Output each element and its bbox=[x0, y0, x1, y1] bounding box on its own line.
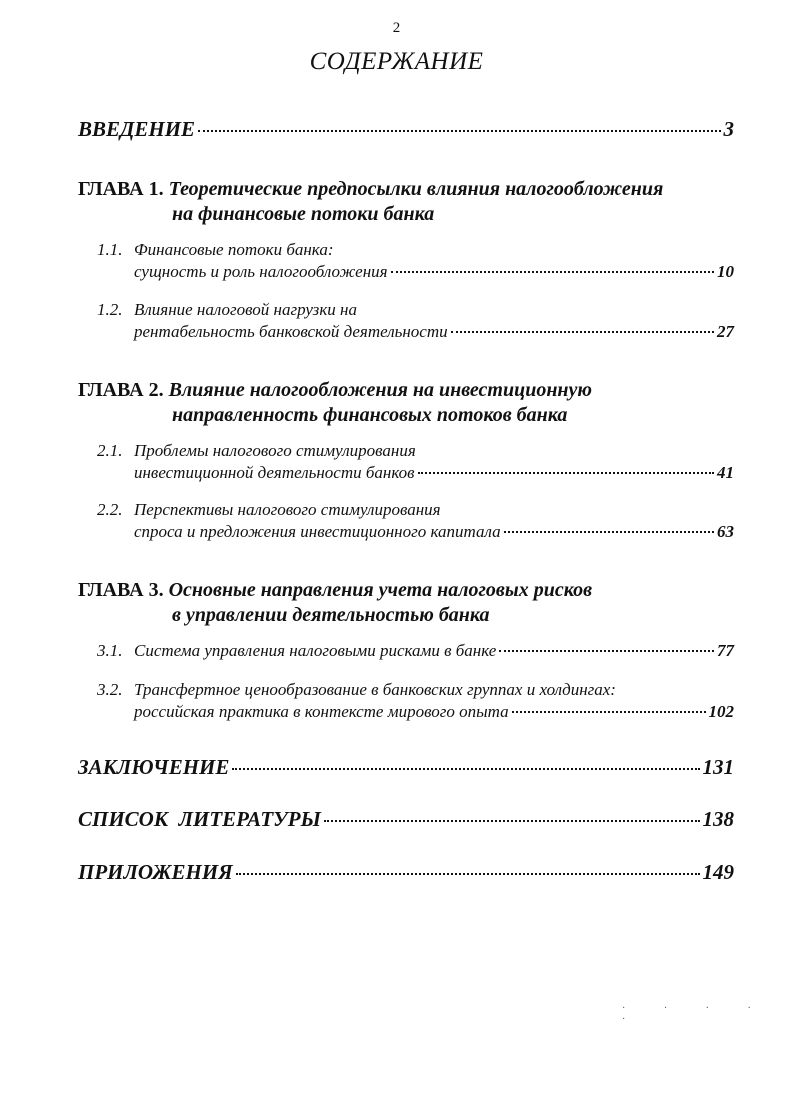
section-number: 3.1. bbox=[97, 641, 123, 660]
chapter-title-line2: направленность финансовых потоков банка bbox=[172, 404, 568, 426]
dot-leader bbox=[451, 331, 714, 333]
section-title-line1: Трансфертное ценообразование в банковских группах и холдингах: bbox=[134, 680, 616, 699]
section-number: 3.2. bbox=[97, 680, 123, 699]
dot-leader bbox=[504, 531, 714, 533]
section-number: 1.2. bbox=[97, 300, 123, 319]
dot-leader bbox=[499, 650, 714, 652]
toc-title: СОДЕРЖАНИЕ bbox=[309, 48, 484, 75]
toc-entry-section-2-2[interactable] bbox=[134, 522, 734, 542]
dot-leader bbox=[232, 768, 699, 770]
toc-page-number: 63 bbox=[717, 522, 734, 541]
toc-page-number: 131 bbox=[702, 755, 734, 779]
section-title-line1: Влияние налоговой нагрузки на bbox=[134, 300, 357, 319]
dot-leader bbox=[324, 820, 700, 822]
scan-specks: · · · · · bbox=[622, 1003, 769, 1025]
toc-entry-section-3-2[interactable] bbox=[134, 702, 734, 722]
page-number: 2 bbox=[392, 20, 401, 36]
section-title: Система управления налоговыми рисками в банке bbox=[134, 641, 497, 660]
chapter-title-line1: Основные направления учета налоговых рисков bbox=[168, 579, 593, 601]
section-title-line2: инвестиционной деятельности банков bbox=[134, 463, 415, 482]
toc-page-number: 27 bbox=[717, 322, 734, 341]
chapter-1-heading[interactable] bbox=[78, 177, 758, 227]
chapter-label: ГЛАВА 2. bbox=[78, 379, 164, 401]
toc-page-number: 41 bbox=[717, 463, 734, 482]
dot-leader bbox=[198, 130, 720, 132]
dot-leader bbox=[512, 711, 706, 713]
toc-entry-label: СПИСОК ЛИТЕРАТУРЫ bbox=[78, 807, 321, 831]
toc-entry-conclusion[interactable] bbox=[78, 755, 734, 780]
toc-page-number: 138 bbox=[702, 807, 734, 831]
section-title-line2: рентабельность банковской деятельности bbox=[134, 322, 448, 341]
section-number: 2.2. bbox=[97, 500, 123, 519]
section-number: 1.1. bbox=[97, 240, 123, 259]
section-title-line2: сущность и роль налогообложения bbox=[134, 262, 388, 281]
dot-leader bbox=[418, 472, 714, 474]
toc-page-number: 77 bbox=[717, 641, 734, 660]
chapter-title-line2: на финансовые потоки банка bbox=[172, 203, 435, 225]
toc-entry-section-2-1[interactable] bbox=[134, 463, 734, 483]
section-number: 2.1. bbox=[97, 441, 123, 460]
toc-entry-section-1-2[interactable] bbox=[134, 322, 734, 342]
section-title-line2: спроса и предложения инвестиционного капитала bbox=[134, 522, 501, 541]
toc-entry-intro[interactable] bbox=[78, 117, 734, 142]
chapter-2-heading[interactable] bbox=[78, 378, 758, 428]
chapter-title-line1: Влияние налогообложения на инвестиционную bbox=[168, 379, 593, 401]
toc-entry-section-1-1[interactable] bbox=[134, 262, 734, 282]
toc-page-number: 102 bbox=[708, 702, 734, 721]
toc-entry-appendices[interactable] bbox=[78, 860, 734, 885]
section-title-line1: Перспективы налогового стимулирования bbox=[134, 500, 441, 519]
dot-leader bbox=[236, 873, 700, 875]
section-title-line2: российская практика в контексте мирового опыта bbox=[134, 702, 509, 721]
chapter-3-heading[interactable] bbox=[78, 578, 758, 628]
chapter-label: ГЛАВА 1. bbox=[78, 178, 164, 200]
chapter-title-line1: Теоретические предпосылки влияния налогообложения bbox=[168, 178, 664, 200]
toc-page-number: 3 bbox=[723, 117, 734, 141]
toc-page-number: 149 bbox=[702, 860, 734, 884]
toc-entry-references[interactable] bbox=[78, 807, 734, 832]
toc-entry-section-3-1[interactable] bbox=[134, 641, 734, 661]
chapter-title-line2: в управлении деятельностью банка bbox=[172, 604, 490, 626]
section-title-line1: Проблемы налогового стимулирования bbox=[134, 441, 416, 460]
section-title-line1: Финансовые потоки банка: bbox=[134, 240, 334, 259]
toc-entry-label: ПРИЛОЖЕНИЯ bbox=[78, 860, 233, 884]
toc-entry-label: ЗАКЛЮЧЕНИЕ bbox=[78, 755, 230, 779]
toc-entry-label: ВВЕДЕНИЕ bbox=[78, 117, 196, 141]
chapter-label: ГЛАВА 3. bbox=[78, 579, 164, 601]
dot-leader bbox=[391, 271, 714, 273]
toc-page-number: 10 bbox=[717, 262, 734, 281]
